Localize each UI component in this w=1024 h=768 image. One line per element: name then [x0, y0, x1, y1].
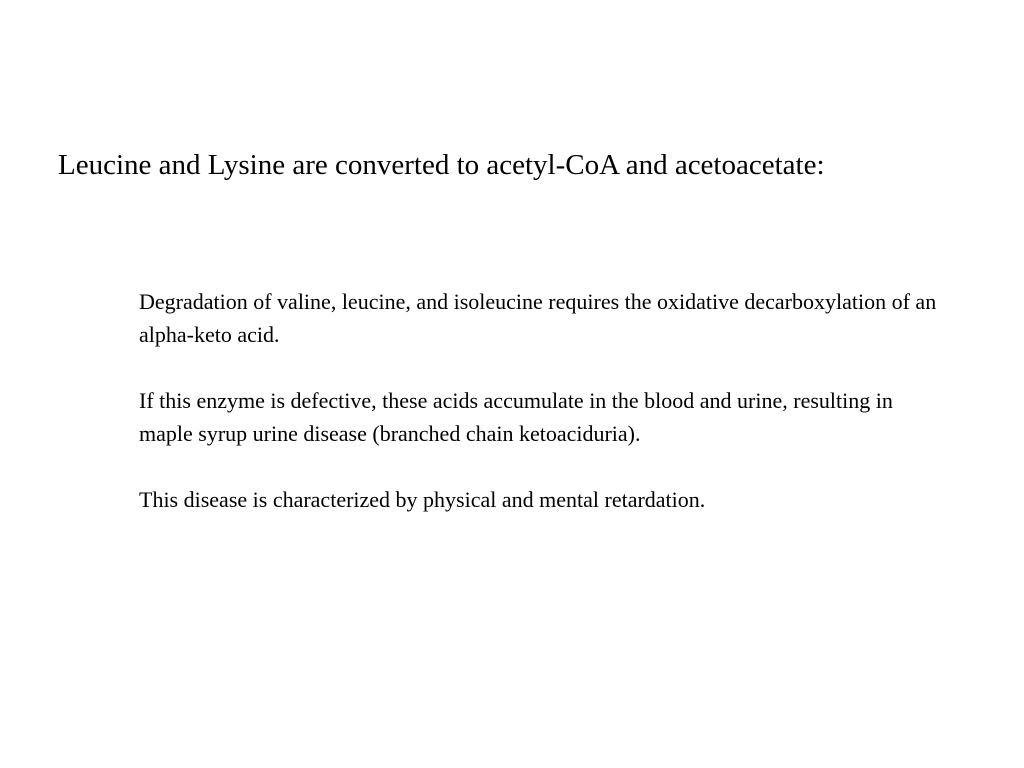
slide-body [139, 285, 939, 516]
body-paragraph-enzyme-defect: If this enzyme is defective, these acids accumulate in the blood and urine, resulting in maple syrup urine disease (branched chain ketoaciduria). [139, 388, 893, 446]
body-paragraph-disease-characteristics: This disease is characterized by physical and mental retardation. [139, 487, 706, 512]
slide-title: Leucine and Lysine are converted to acetyl-CoA and acetoacetate: [58, 149, 825, 181]
body-paragraph-degradation: Degradation of valine, leucine, and isoleucine requires the oxidative decarboxylation of an alpha-keto acid. [139, 289, 937, 347]
